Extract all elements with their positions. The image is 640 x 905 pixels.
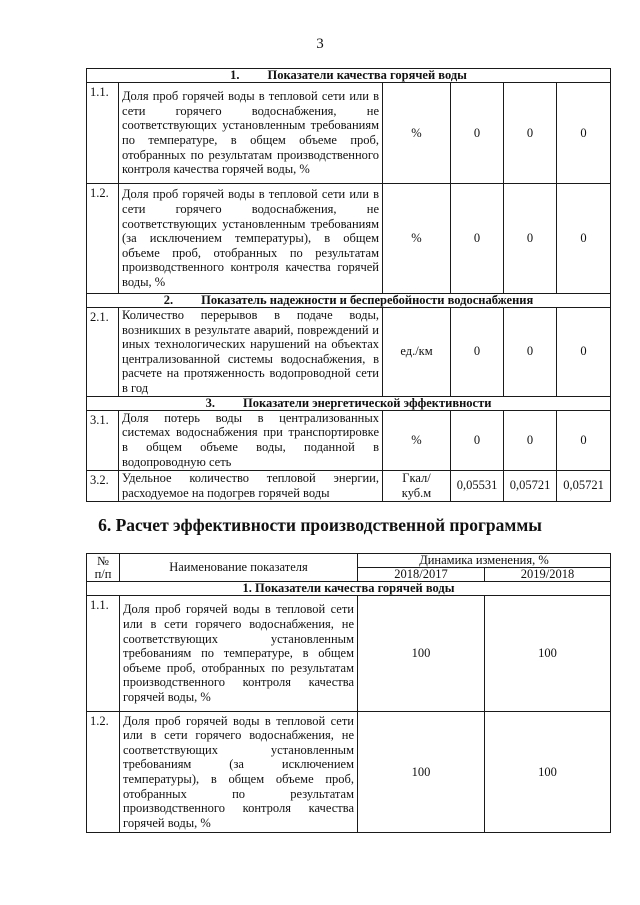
section-title: Показатели качества горячей воды — [267, 68, 467, 82]
row-value-2: 100 — [485, 596, 611, 712]
row-description: Доля проб горячей воды в тепловой сети или в сети горячего водоснабжения, не соответствующих установленным требованиям (за исключением температуры), в общем объеме проб, отобранных по результатам производственного контроля качества горячей воды, % — [120, 712, 358, 833]
row-value-1: 0 — [451, 308, 504, 397]
row-unit: % — [383, 410, 451, 470]
table-row — [87, 308, 611, 397]
row-number: 2.1. — [87, 308, 119, 397]
row-value-3: 0 — [557, 308, 611, 397]
row-value-3: 0 — [557, 83, 611, 184]
header-col-2018-2017: 2018/2017 — [358, 568, 485, 582]
section-number: 1. — [230, 68, 240, 82]
header-dynamics: Динамика изменения, % — [358, 554, 611, 568]
row-description: Доля проб горячей воды в тепловой сети или в сети горячего водоснабжения, не соответствующих установленным требованиям по температуре, в общем объеме проб, отобранных по результатам производственного контроля качества горячей воды, % — [120, 596, 358, 712]
table-row — [87, 596, 611, 712]
row-value-3: 0 — [557, 410, 611, 470]
header-number: № п/п — [87, 554, 120, 582]
section-title: Показатель надежности и бесперебойности водоснабжения — [201, 293, 534, 307]
row-description: Удельное количество тепловой энергии, расходуемое на подогрев горячей воды — [119, 470, 383, 501]
row-value-2: 0 — [504, 184, 557, 294]
row-value-1: 0 — [451, 83, 504, 184]
table-row — [87, 410, 611, 470]
page-number: 3 — [316, 36, 324, 52]
row-value-2: 100 — [485, 712, 611, 833]
row-value-1: 100 — [358, 712, 485, 833]
section-header-quality: 1. Показатели качества горячей воды — [87, 582, 611, 596]
row-value-2: 0 — [504, 410, 557, 470]
row-number: 3.2. — [87, 470, 119, 501]
section-header-reliability — [87, 294, 611, 308]
table-row — [87, 184, 611, 294]
row-unit: % — [383, 184, 451, 294]
row-value-2: 0 — [504, 83, 557, 184]
row-unit — [383, 470, 451, 501]
efficiency-table — [86, 553, 611, 833]
row-value-2: 0,05721 — [504, 470, 557, 501]
row-number: 3.1. — [87, 410, 119, 470]
row-value-1: 0,05531 — [451, 470, 504, 501]
table-row — [87, 83, 611, 184]
section-header-energy — [87, 396, 611, 410]
row-value-1: 0 — [451, 184, 504, 294]
section-number: 2. — [163, 293, 174, 307]
unit-line-2: куб.м — [401, 485, 432, 500]
indicators-table — [86, 68, 611, 502]
row-value-2: 0 — [504, 308, 557, 397]
section-number: 3. — [205, 395, 215, 410]
row-value-1: 0 — [451, 410, 504, 470]
row-number: 1.1. — [87, 596, 120, 712]
section-heading: 6. Расчет эффективности производственной программы — [98, 515, 542, 535]
row-description: Количество перерывов в подаче воды, возникших в результате аварий, повреждений и иных технологических нарушений на объектах централизованной системы водоснабжения, в расчете на протяженность водопроводной сети в год — [119, 308, 383, 397]
table-row — [87, 712, 611, 833]
row-value-3: 0,05721 — [557, 470, 611, 501]
header-row — [87, 554, 611, 568]
row-number: 1.2. — [87, 184, 119, 294]
row-description: Доля потерь воды в централизованных системах водоснабжения при транспортировке в общем объеме воды, поданной в водопроводную сеть — [119, 410, 383, 470]
row-description: Доля проб горячей воды в тепловой сети или в сети горячего водоснабжения, не соответствующих установленным требованиям (за исключением температуры), в общем объеме проб, отобранных по результатам производственного контроля качества горячей воды, % — [119, 184, 383, 294]
row-value-3: 0 — [557, 184, 611, 294]
row-value-1: 100 — [358, 596, 485, 712]
header-col-2019-2018: 2019/2018 — [485, 568, 611, 582]
row-number: 1.2. — [87, 712, 120, 833]
section-header-quality — [87, 69, 611, 83]
row-unit: ед./км — [383, 308, 451, 397]
row-number: 1.1. — [87, 83, 119, 184]
unit-line-1: Гкал/ — [402, 470, 431, 485]
row-unit: % — [383, 83, 451, 184]
header-name: Наименование показателя — [120, 554, 358, 582]
row-description: Доля проб горячей воды в тепловой сети или в сети горячего водоснабжения, не соответствующих установленным требованиям по температуре, в общем объеме проб, отобранных по результатам производственного контроля качества горячей воды, % — [119, 83, 383, 184]
section-title: Показатели энергетической эффективности — [242, 395, 492, 410]
table-row — [87, 470, 611, 501]
